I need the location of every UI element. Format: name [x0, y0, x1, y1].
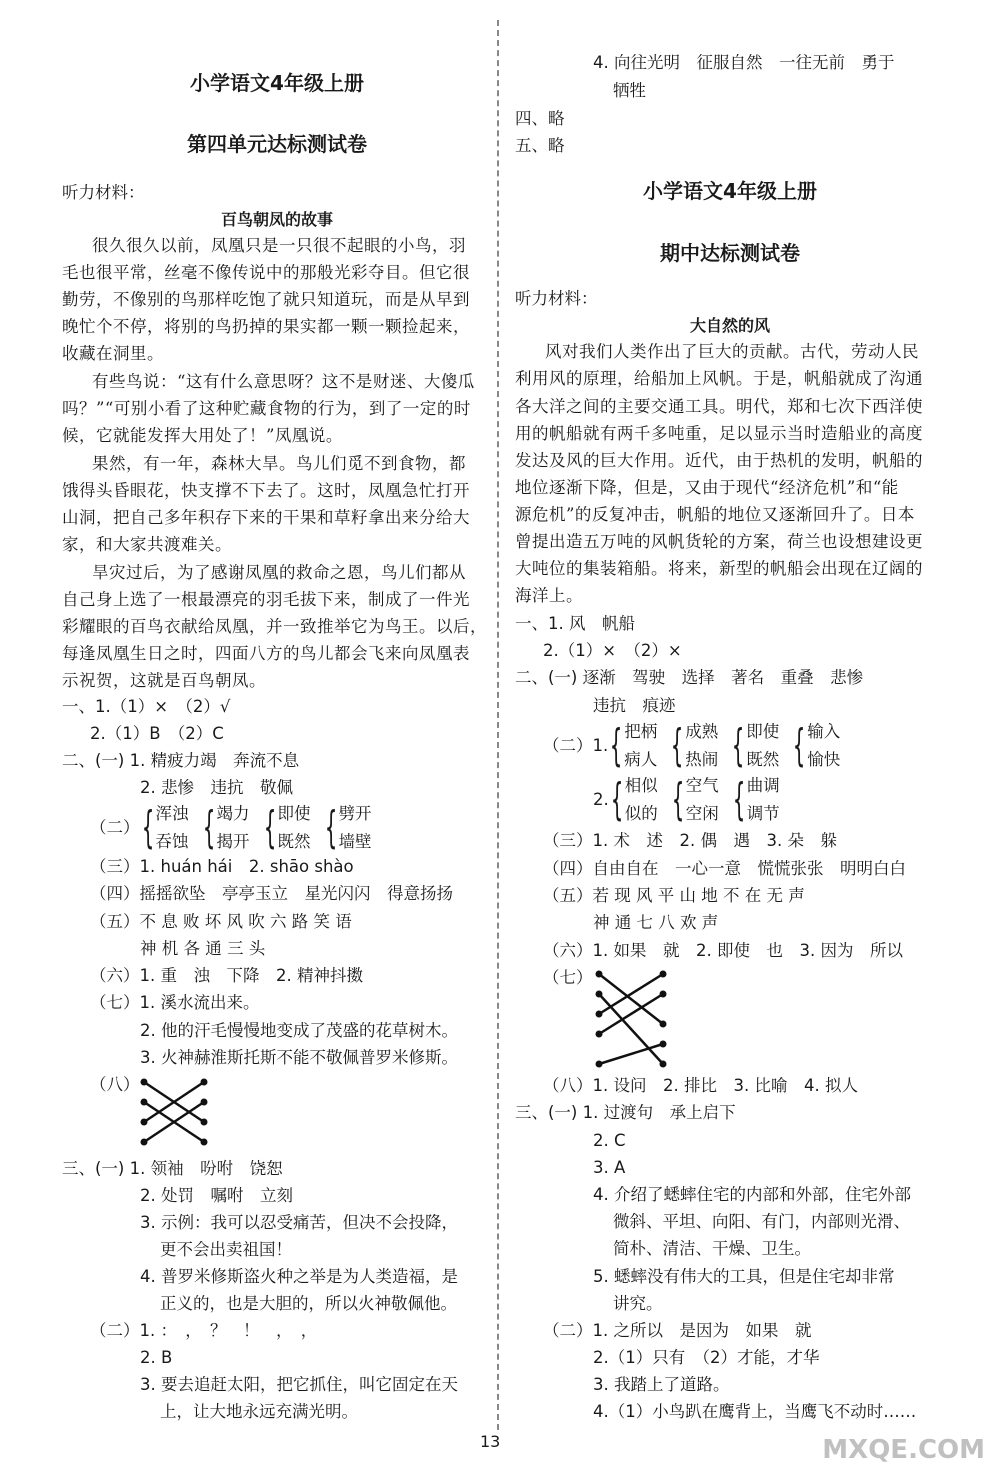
left-test-title: 第四单元达标测试卷	[187, 132, 367, 156]
word-pair: 成熟 热闹	[685, 722, 719, 769]
answer-line: 正义的，也是大胆的，所以火神敬佩他。	[160, 1294, 457, 1313]
story-line: 彩耀眼的百鸟衣献给凤凰，并一致推举它为鸟王。以后，	[62, 617, 487, 636]
answer-line: 微斜、平坦、向阳、有门，内部则光滑、	[613, 1212, 910, 1231]
answer-line: 违抗 痕迹	[593, 696, 676, 715]
answer-line: （五）不 息 败 坏 风 吹 六 路 笑 语	[90, 912, 352, 931]
answer-line: 简朴、清洁、干燥、卫生。	[613, 1239, 811, 1258]
right-book-title: 小学语文4年级上册	[643, 179, 817, 203]
answer-line: （六）1. 如果 就 2. 即使 也 3. 因为 所以	[543, 941, 903, 960]
word-pair: 把柄 病人	[624, 722, 658, 769]
brace-icon: {	[202, 802, 215, 853]
left-listening-label: 听力材料：	[62, 183, 145, 202]
left-story-title: 百鸟朝凤的故事	[220, 210, 333, 229]
answer-brace-group	[90, 800, 372, 856]
story-line: 源危机”的反复冲击，帆船的地位又逐渐回升了。日本	[515, 505, 915, 524]
story-line: 示祝贺，这就是百鸟朝凤。	[62, 671, 266, 690]
word-pair: 浑浊 吞蚀	[155, 804, 189, 851]
right-story-title: 大自然的风	[689, 316, 770, 335]
answer-line: 2. 悲惨 违抗 敬佩	[140, 778, 293, 797]
word-pair: 相似 似的	[624, 776, 658, 823]
story-line: 地位逐渐下降，但是，又由于现代“经济危机”和“能	[515, 478, 899, 497]
answer-line: （八）1. 设问 2. 排比 3. 比喻 4. 拟人	[543, 1076, 858, 1095]
answer-line: （八）	[90, 1075, 140, 1094]
story-line: 风对我们人类作出了巨大的贡献。古代，劳动人民	[545, 342, 919, 361]
answer-line: 2. B	[140, 1348, 173, 1367]
story-line: 很久很久以前，凤凰只是一只很不起眼的小鸟，羽	[92, 236, 466, 255]
story-line: 收藏在洞里。	[62, 344, 164, 363]
story-line: 海洋上。	[515, 586, 583, 605]
story-line: 家，和大家共渡难关。	[62, 535, 232, 554]
story-line: 果然，有一年，森林大旱。鸟儿们觅不到食物，都	[92, 454, 466, 473]
answer-line: 4. 向往光明 征服自然 一往无前 勇于	[593, 53, 895, 72]
story-line: 候，它就能发挥大用处了！”凤凰说。	[62, 426, 343, 445]
answer-line: 2.（1）只有 （2）才能，才华	[593, 1348, 820, 1367]
answer-brace-group	[543, 718, 840, 774]
answer-line: 3. 要去追赶太阳，把它抓住，叫它固定在天	[140, 1375, 458, 1394]
answer-line: （七）	[543, 968, 593, 987]
answer-line: 讲究。	[613, 1294, 663, 1313]
answer-line: 一、1.（1）× （2）√	[62, 697, 231, 716]
answer-line: 五、略	[515, 136, 565, 155]
right-listening-label: 听力材料：	[515, 289, 598, 308]
answer-line: 牺牲	[613, 81, 646, 100]
word-pair: 曲调 调节	[746, 776, 780, 823]
answer-line: 更不会出卖祖国！	[160, 1240, 292, 1259]
matching-lines-diagram	[138, 1076, 210, 1148]
group-label: （二）1.	[543, 736, 609, 755]
brace-icon: {	[141, 802, 154, 853]
story-line: 勤劳，不像别的鸟那样吃饱了就只知道玩，而是从早到	[62, 290, 470, 309]
answer-line: 三、(一) 1. 过渡句 承上启下	[515, 1103, 736, 1122]
answer-line: 二、(一) 1. 精疲力竭 奔流不息	[62, 751, 300, 770]
right-test-title: 期中达标测试卷	[660, 241, 800, 265]
answer-line: 上，让大地永远充满光明。	[160, 1402, 358, 1421]
brace-icon: {	[263, 802, 276, 853]
answer-line: 3. 示例：我可以忍受痛苦，但决不会投降，	[140, 1213, 458, 1232]
word-pair: 即使 既然	[277, 804, 311, 851]
answer-line: （七）1. 溪水流出来。	[90, 993, 260, 1012]
brace-icon: {	[792, 720, 806, 771]
answer-line: （五）若 现 风 平 山 地 不 在 无 声	[543, 886, 805, 905]
answer-line: 神 机 各 通 三 头	[140, 939, 266, 958]
page-number: 13	[480, 1432, 501, 1451]
answer-line: 三、(一) 1. 领袖 吩咐 饶恕	[62, 1159, 283, 1178]
story-line: 毛也很平常，丝毫不像传说中的那般光彩夺目。但它很	[62, 263, 470, 282]
answer-brace-group	[593, 772, 780, 828]
story-line: 曾提出造五万吨的风帆货轮的方案，荷兰也设想建设更	[515, 532, 923, 551]
word-pair: 输入 愉快	[807, 722, 841, 769]
left-book-title: 小学语文4年级上册	[190, 71, 364, 95]
answer-line: 神 通 七 八 欢 声	[593, 913, 719, 932]
brace-icon: {	[610, 774, 624, 825]
answer-line: 4. 普罗米修斯盗火种之举是为人类造福，是	[140, 1267, 458, 1286]
answer-line: 3. A	[593, 1158, 626, 1177]
story-line: 吗？”“可别小看了这种贮藏食物的行为，到了一定的时	[62, 399, 471, 418]
brace-icon: {	[670, 720, 684, 771]
answer-line: （三）1. 术 述 2. 偶 遇 3. 朵 躲	[543, 831, 837, 850]
answer-line: 5. 蟋蟀没有伟大的工具，但是住宅却非常	[593, 1267, 895, 1286]
story-line: 利用风的原理，给船加上风帆。于是，帆船就成了沟通	[515, 369, 923, 388]
answer-line: （三）1. huán hái 2. shāo shào	[90, 857, 354, 876]
matching-lines-diagram	[593, 968, 669, 1070]
answer-line: 一、1. 风 帆船	[515, 614, 635, 633]
answer-line: 2. 处罚 嘱咐 立刻	[140, 1186, 293, 1205]
column-divider	[497, 20, 499, 1430]
answer-line: 2.（1）× （2）×	[543, 641, 682, 660]
brace-icon: {	[671, 774, 685, 825]
story-line: 每逢凤凰生日之时，四面八方的鸟儿都会飞来向凤凰表	[62, 644, 470, 663]
story-line: 发达及风的巨大作用。近代，由于热机的发明，帆船的	[515, 451, 923, 470]
answer-line: （二）1. ： ， ？ ！ ， ，	[90, 1321, 318, 1340]
word-pair: 空气 空闲	[685, 776, 719, 823]
answer-line: 3. 火神赫淮斯托斯不能不敬佩普罗米修斯。	[140, 1048, 458, 1067]
answer-line: 3. 我踏上了道路。	[593, 1375, 730, 1394]
answer-line: （二）1. 之所以 是因为 如果 就	[543, 1321, 812, 1340]
brace-icon: {	[732, 774, 746, 825]
answer-line: 2.（1）B （2）C	[90, 724, 224, 743]
story-line: 有些鸟说：“这有什么意思呀？这不是财迷、大傻瓜	[92, 372, 475, 391]
answer-line: （四）自由自在 一心一意 慌慌张张 明明白白	[543, 859, 906, 878]
story-line: 山洞，把自己多年积存下来的干果和草籽拿出来分给大	[62, 508, 470, 527]
story-line: 饿得头昏眼花，快支撑不下去了。这时，凤凰急忙打开	[62, 481, 470, 500]
answer-line: （六）1. 重 浊 下降 2. 精神抖擞	[90, 966, 363, 985]
answer-line: 4.（1）小鸟趴在鹰背上，当鹰飞不动时……	[593, 1402, 917, 1421]
answer-line: （四）摇摇欲坠 亭亭玉立 星光闪闪 得意扬扬	[90, 884, 453, 903]
story-line: 自己身上选了一根最漂亮的羽毛拔下来，制成了一件光	[62, 590, 470, 609]
brace-icon: {	[324, 802, 337, 853]
answer-line: 四、略	[515, 109, 565, 128]
answer-line: 二、(一) 逐渐 驾驶 选择 著名 重叠 悲惨	[515, 668, 864, 687]
word-pair: 即使 既然	[746, 722, 780, 769]
story-line: 旱灾过后，为了感谢凤凰的救命之恩，鸟儿们都从	[92, 563, 466, 582]
group-label: （二）	[90, 818, 140, 837]
brace-icon: {	[731, 720, 745, 771]
story-line: 用的帆船就有两千多吨重，足以显示当时造船业的高度	[515, 424, 923, 443]
word-pair: 竭力 揭开	[216, 804, 250, 851]
watermark-logo: MXQE.COM	[822, 1435, 985, 1465]
answer-line: 2. 他的汗毛慢慢地变成了茂盛的花草树木。	[140, 1021, 458, 1040]
answer-line: 2. C	[593, 1131, 626, 1150]
story-line: 大吨位的集装箱船。将来，新型的帆船会出现在辽阔的	[515, 559, 923, 578]
answer-line: 4. 介绍了蟋蟀住宅的内部和外部，住宅外部	[593, 1185, 911, 1204]
brace-icon: {	[609, 720, 623, 771]
story-line: 晚忙个不停，将别的鸟扔掉的果实都一颗一颗捡起来，	[62, 317, 470, 336]
group-label: 2.	[593, 790, 609, 809]
word-pair: 劈开 墙壁	[338, 804, 372, 851]
story-line: 各大洋之间的主要交通工具。明代，郑和七次下西洋使	[515, 397, 923, 416]
